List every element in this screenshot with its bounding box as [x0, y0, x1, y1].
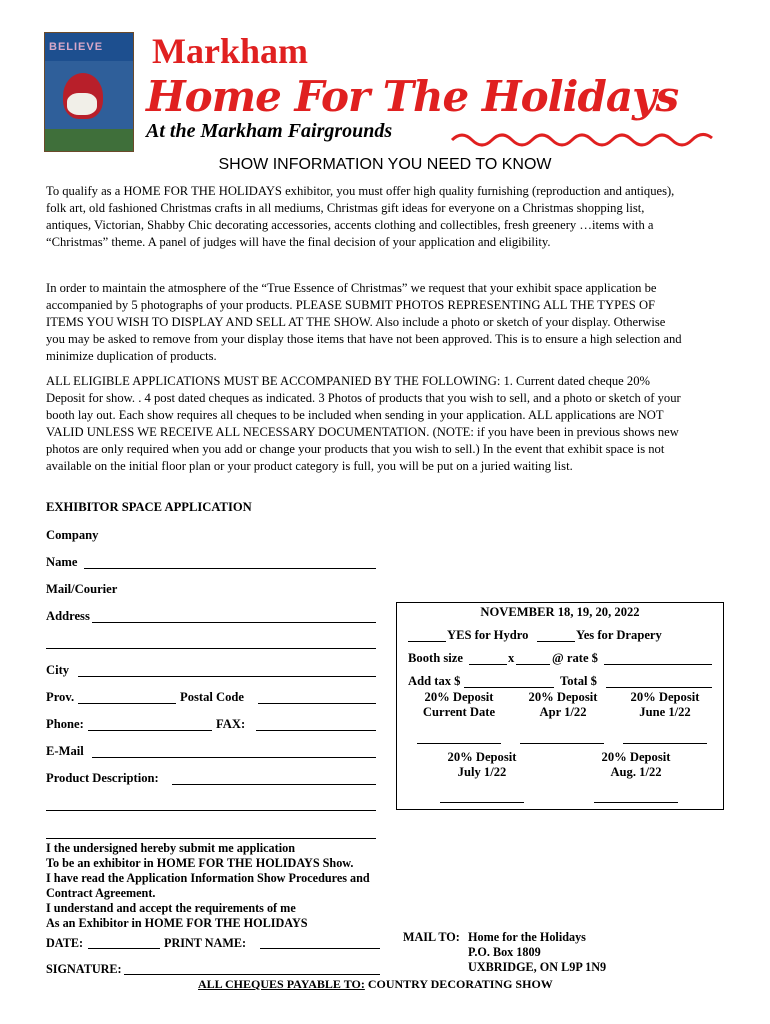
booth-width-field[interactable] — [469, 664, 507, 665]
product-description-label: Product Description: — [46, 771, 159, 785]
believe-santa-logo — [44, 32, 134, 152]
city-field[interactable] — [78, 676, 376, 677]
date-field[interactable] — [88, 948, 160, 949]
fax-field[interactable] — [256, 730, 376, 731]
paragraph-atmosphere: In order to maintain the atmosphere of the “True Essence of Christmas” we request that your exhibit space application be accompanied by 5 photographs of your products. PLEASE SUBMIT PHOTOS REPRESENTING ALL THE TYPES OF ITEMS YOU WISH TO DISPLAY AND SELL AT THE SHOW. Also include a photo or sketch of your display. Otherwise you may be asked to remove from your display those items that have not been approved. This is to ensure a high selection and minimize duplication of products. — [46, 281, 682, 363]
mail-address — [468, 930, 606, 975]
logo-word: BELIEVE — [49, 41, 104, 53]
deposit-date-4: July 1/22 — [457, 765, 507, 779]
deposit-title-2: 20% Deposit — [528, 690, 598, 704]
add-tax-label: Add tax $ — [408, 674, 461, 688]
product-description-line2[interactable] — [46, 810, 376, 811]
total-label: Total $ — [560, 674, 597, 688]
fax-label: FAX: — [216, 717, 246, 731]
deposit-title-1: 20% Deposit — [424, 690, 494, 704]
postal-code-field[interactable] — [258, 703, 376, 704]
deposit-cheque-field-5[interactable] — [594, 802, 678, 803]
show-dates: NOVEMBER 18, 19, 20, 2022 — [480, 605, 640, 619]
deposit-title-4: 20% Deposit — [447, 750, 517, 764]
address-label: Address — [46, 609, 90, 623]
hydro-field[interactable] — [408, 641, 446, 642]
prov-label: Prov. — [46, 690, 75, 704]
total-field[interactable] — [606, 687, 712, 688]
booth-size-label: Booth size — [408, 651, 463, 665]
form-title: EXHIBITOR SPACE APPLICATION — [46, 500, 252, 514]
rate-field[interactable] — [604, 664, 712, 665]
print-name-field[interactable] — [260, 948, 380, 949]
product-description-line3[interactable] — [46, 838, 376, 839]
name-field[interactable] — [84, 568, 376, 569]
declaration-line: Contract Agreement. — [46, 886, 156, 900]
signature-field[interactable] — [124, 974, 380, 975]
subtitle-fairgrounds: At the Markham Fairgrounds — [146, 120, 393, 142]
deposit-title-3: 20% Deposit — [630, 690, 700, 704]
prov-field[interactable] — [78, 703, 176, 704]
declaration-line: To be an exhibitor in HOME FOR THE HOLIDAYS Show. — [46, 856, 354, 870]
declaration-line: I the undersigned hereby submit me application — [46, 841, 295, 855]
email-field[interactable] — [92, 757, 376, 758]
deposit-date-3: June 1/22 — [639, 705, 691, 719]
title-markham: Markham — [152, 31, 308, 71]
mail-to-label: MAIL TO: — [403, 930, 460, 944]
phone-field[interactable] — [88, 730, 212, 731]
deposit-date-2: Apr 1/22 — [539, 705, 587, 719]
add-tax-field[interactable] — [464, 687, 554, 688]
company-label: Company — [46, 528, 99, 542]
booth-x-label: x — [508, 651, 515, 665]
mail-courier-label: Mail/Courier — [46, 582, 118, 596]
hydro-label: YES for Hydro — [447, 628, 529, 642]
booth-depth-field[interactable] — [516, 664, 550, 665]
rate-label: @ rate $ — [552, 651, 598, 665]
deposit-date-5: Aug. 1/22 — [610, 765, 662, 779]
squiggle-decoration — [448, 126, 728, 150]
deposit-date-1: Current Date — [422, 705, 496, 719]
deposit-cheque-field-2[interactable] — [520, 743, 604, 744]
city-label: City — [46, 663, 70, 677]
title-home-for-the-holidays: Home For The Holidays — [146, 72, 679, 121]
address-field-line2[interactable] — [46, 648, 376, 649]
deposit-title-5: 20% Deposit — [601, 750, 671, 764]
section-title: SHOW INFORMATION YOU NEED TO KNOW — [218, 156, 552, 173]
cheques-payable-label: ALL CHEQUES PAYABLE TO: — [198, 977, 365, 991]
print-name-label: PRINT NAME: — [164, 936, 247, 950]
name-label: Name — [46, 555, 78, 569]
declaration — [46, 841, 370, 931]
declaration-line: I understand and accept the requirements of me — [46, 901, 296, 915]
deposit-cheque-field-1[interactable] — [417, 743, 501, 744]
mail-address-line: P.O. Box 1809 — [468, 945, 541, 959]
email-label: E-Mail — [46, 744, 84, 758]
mail-address-line: Home for the Holidays — [468, 930, 586, 944]
drapery-label: Yes for Drapery — [576, 628, 662, 642]
date-label: DATE: — [46, 936, 84, 950]
postal-code-label: Postal Code — [180, 690, 245, 704]
deposit-cheque-field-3[interactable] — [623, 743, 707, 744]
mail-address-line: UXBRIDGE, ON L9P 1N9 — [468, 960, 607, 974]
phone-label: Phone: — [46, 717, 84, 731]
paragraph-qualify: To qualify as a HOME FOR THE HOLIDAYS exhibitor, you must offer high quality furnishing (reproduction and antiques), folk art, old fashioned Christmas crafts in all mediums, Christmas gift ideas for everyone on a Christmas shopping list, antiques, Victorian, Shabby Chic decorating accessories, accents clothing and collectibles, fresh greenery …items with a “Christmas” theme. A panel of judges will have the final decision of your application and eligibility. — [46, 184, 675, 249]
deposit-cheque-field-4[interactable] — [440, 802, 524, 803]
signature-label: SIGNATURE: — [46, 962, 122, 976]
cheques-payable — [198, 977, 553, 992]
address-field[interactable] — [92, 622, 376, 623]
drapery-field[interactable] — [537, 641, 575, 642]
paragraph-requirements: ALL ELIGIBLE APPLICATIONS MUST BE ACCOMPANIED BY THE FOLLOWING: 1. Current dated cheque 20% Deposit for show. . 4 post dated cheques as indicated. 3 Photos of products that you wish to sell, and a photo or sketch of your booth lay out. Each show requires all cheques to be included when sending in your application. ALL applications are NOT VALID UNLESS WE RECEIVE ALL NECESSARY DOCUMENTATION. (NOTE: if you have been in previous shows new photos are only required when you add or change your products that you wish to sell.) In the event that exhibit space is not available on the initial floor plan or your product category is full, you will be put on a juried waiting list. — [46, 374, 681, 473]
declaration-line: I have read the Application Information Show Procedures and — [46, 871, 370, 885]
cheques-payable-to: COUNTRY DECORATING SHOW — [367, 977, 553, 991]
declaration-line: As an Exhibitor in HOME FOR THE HOLIDAYS — [46, 916, 308, 930]
product-description-field[interactable] — [172, 784, 376, 785]
